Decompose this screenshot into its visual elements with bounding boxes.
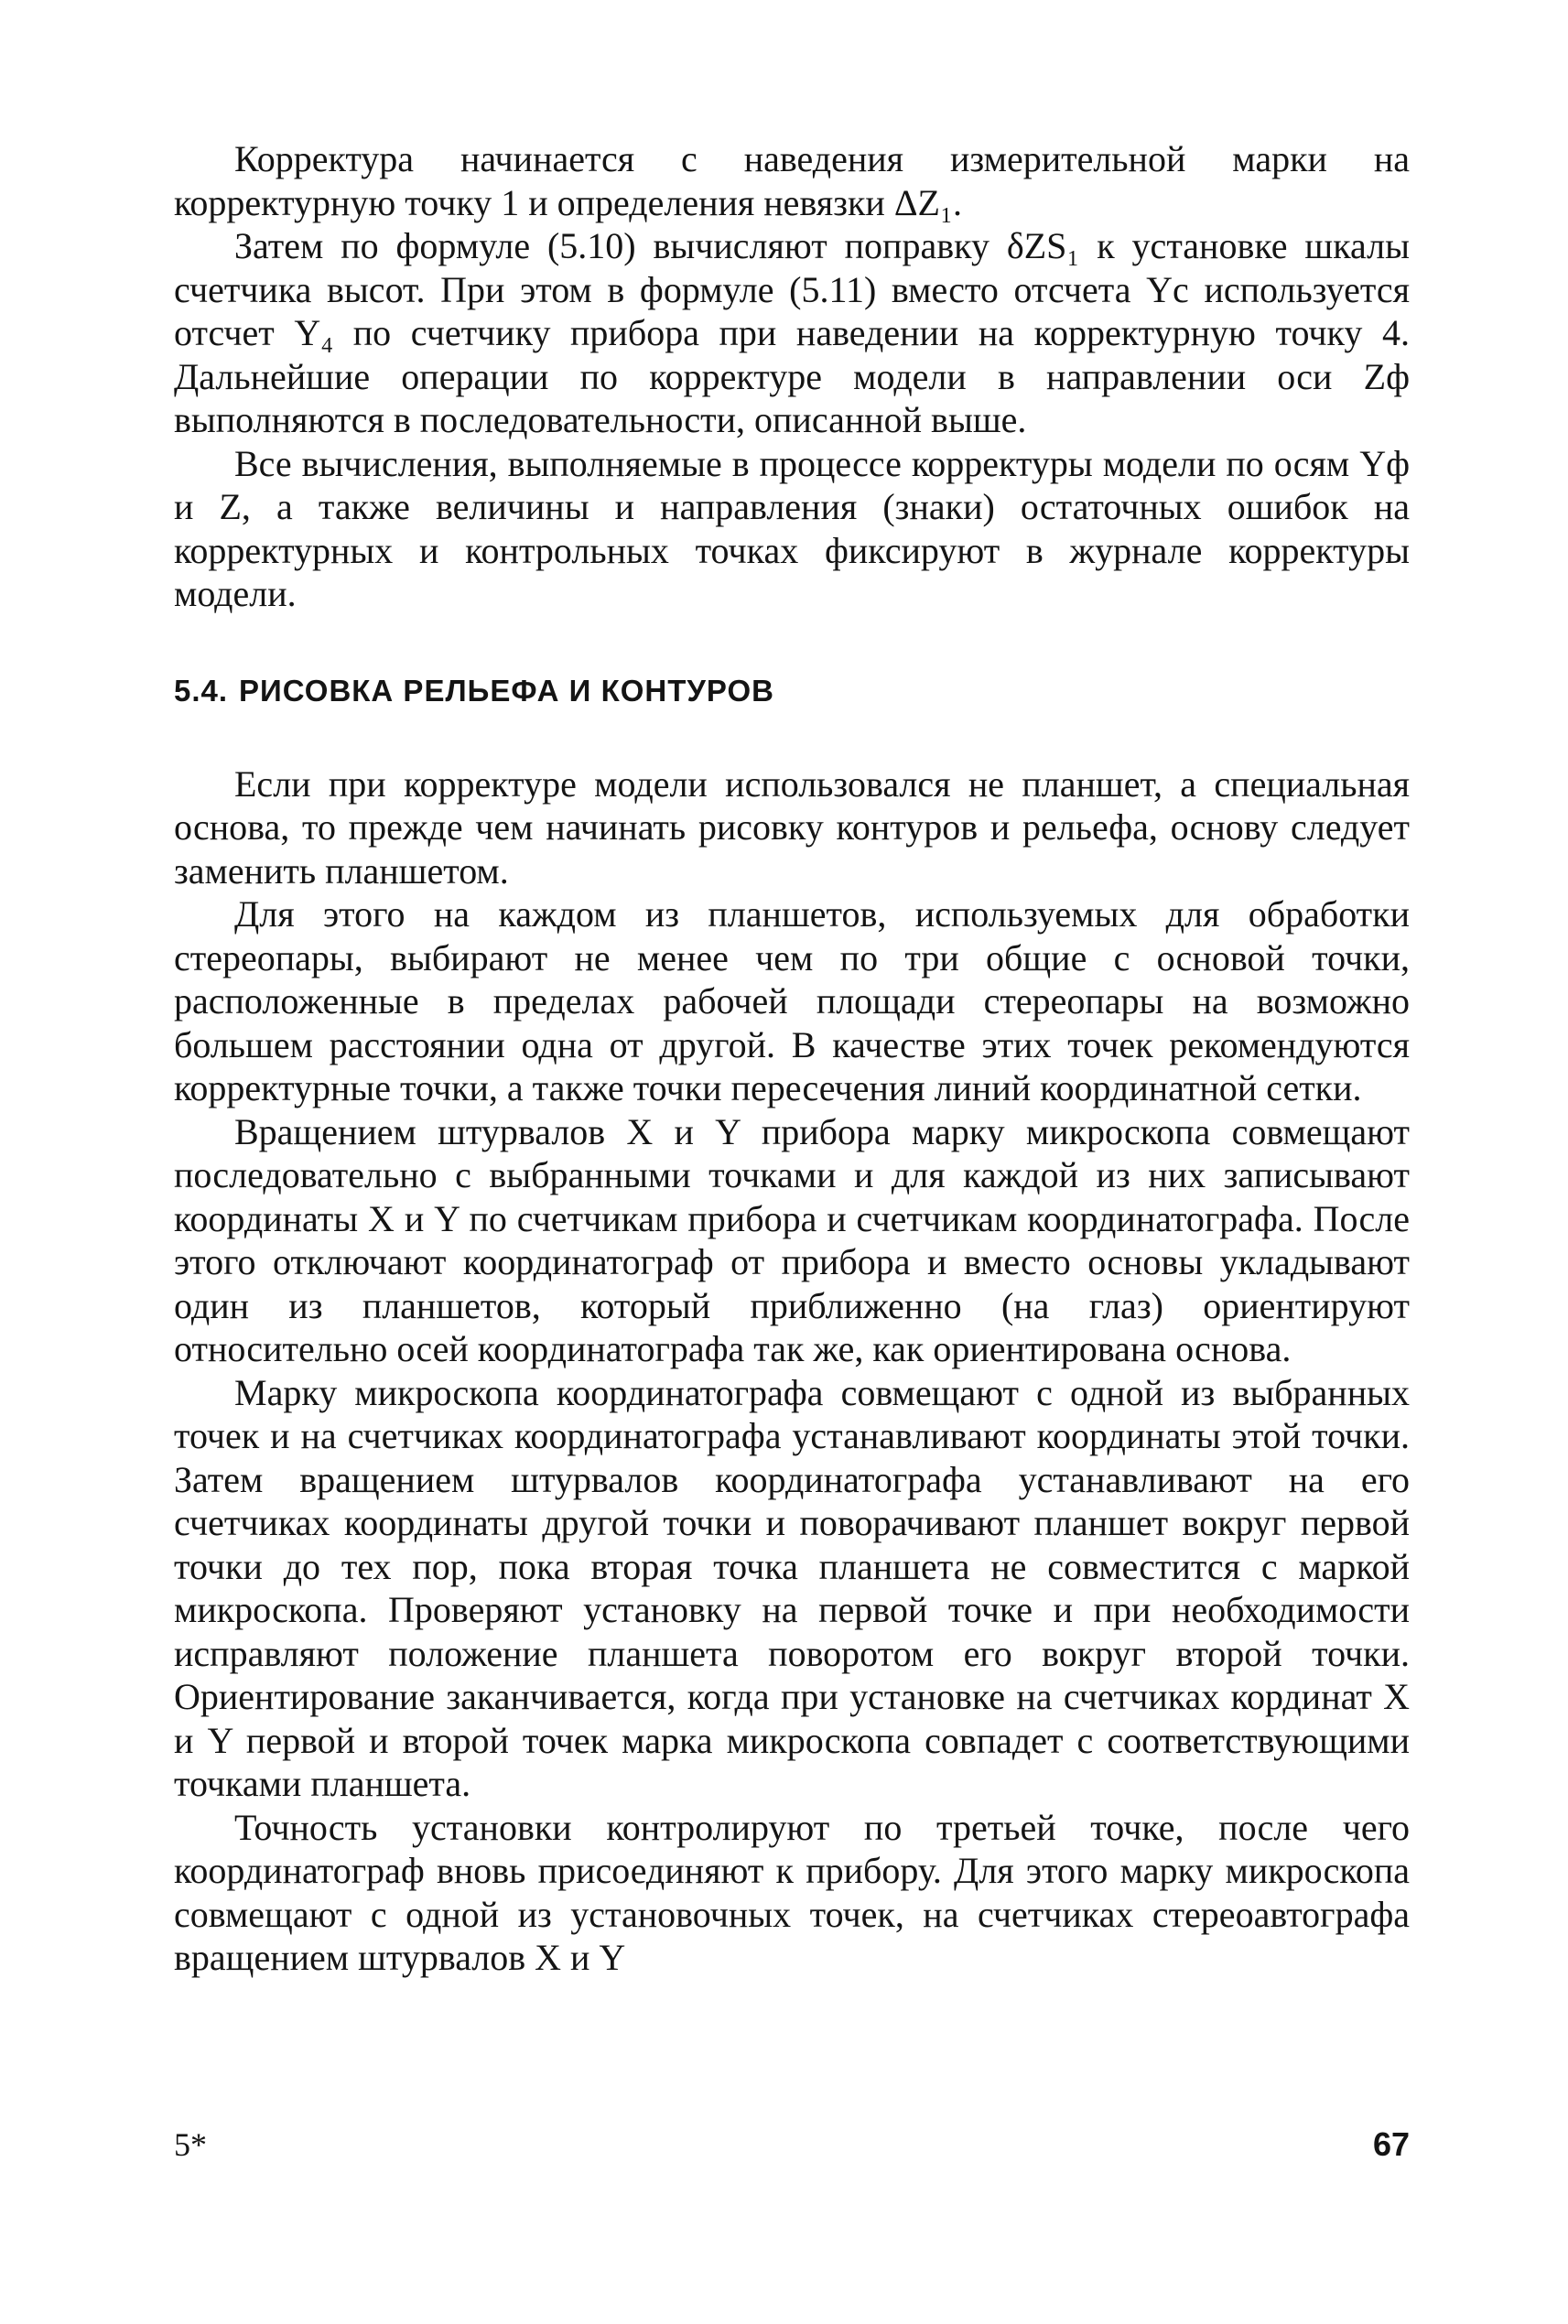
paragraph-3: Все вычисления, выполняемые в процессе корректуры модели по осям Yф и Z, а также величины и направления (знаки) остаточных ошибок на корректурных и контрольных точках фиксируют в журнале корректуры модели. xyxy=(174,442,1410,614)
page-body xyxy=(174,137,1410,1980)
paragraph-8: Точность установки контролируют по третьей точке, после чего координатограф вновь присоединяют к прибору. Для этого марку микроскопа совмещают с одной из установочных точек, на счетчиках стереоавтографа вращением штурвалов X и Y xyxy=(174,1806,1410,1978)
section-heading xyxy=(174,673,1410,709)
paragraph-1: Корректура начинается с наведения измерительной марки на корректурную точку 1 и определения невязки ΔZ₁. xyxy=(174,138,1410,223)
paragraph-5: Для этого на каждом из планшетов, используемых для обработки стереопары, выбирают не менее чем по три общие с основой точки, расположенные в пределах рабочей площади стереопары на возможно большем расстоянии одна от другой. В качестве этих точек рекомендуются корректурные точки, а также точки пересечения линий координатной сетки. xyxy=(174,893,1410,1108)
section-title: РИСОВКА РЕЛЬЕФА И КОНТУРОВ xyxy=(239,673,774,708)
paragraph-6: Вращением штурвалов X и Y прибора марку микроскопа совмещают последовательно с выбранными точками и для каждой из них записывают координаты X и Y по счетчикам прибора и счетчикам координатографа. После этого отключают координатограф от прибора и вместо основы укладывают один из планшетов, который приближенно (на глаз) ориентируют относительно осей координатографа так же, как ориентирована основа. xyxy=(174,1110,1410,1369)
paragraph-7: Марку микроскопа координатографа совмещают с одной из выбранных точек и на счетчиках координатографа устанавливают координаты этой точки. Затем вращением штурвалов координатографа устанавливают на его счетчиках координаты другой точки и поворачивают планшет вокруг первой точки до тех пор, пока вторая точка планшета не совместится с маркой микроскопа. Проверяют установку на первой точке и при необходимости исправляют положение планшета поворотом его вокруг второй точки. Ориентирование заканчивается, когда при установке на счетчиках кординат X и Y первой и второй точек марка микроскопа совпадет с соответствующими точками планшета. xyxy=(174,1371,1410,1804)
section-number: 5.4. xyxy=(174,673,229,708)
page-number: 67 xyxy=(1372,2125,1410,2163)
signature-mark: 5* xyxy=(174,2126,207,2163)
paragraph-2: Затем по формуле (5.10) вычисляют поправку δZS₁ к установке шкалы счетчика высот. При этом в формуле (5.11) вместо отсчета Yc используется отсчет Y₄ по счетчику прибора при наведении на корректурную точку 4. Дальнейшие операции по корректуре модели в направлении оси Zф выполняются в последовательности, описанной выше. xyxy=(174,225,1410,440)
paragraph-4: Если при корректуре модели использовался не планшет, а специальная основа, то прежде чем начинать рисовку контуров и рельефа, основу следует заменить планшетом. xyxy=(174,762,1410,892)
